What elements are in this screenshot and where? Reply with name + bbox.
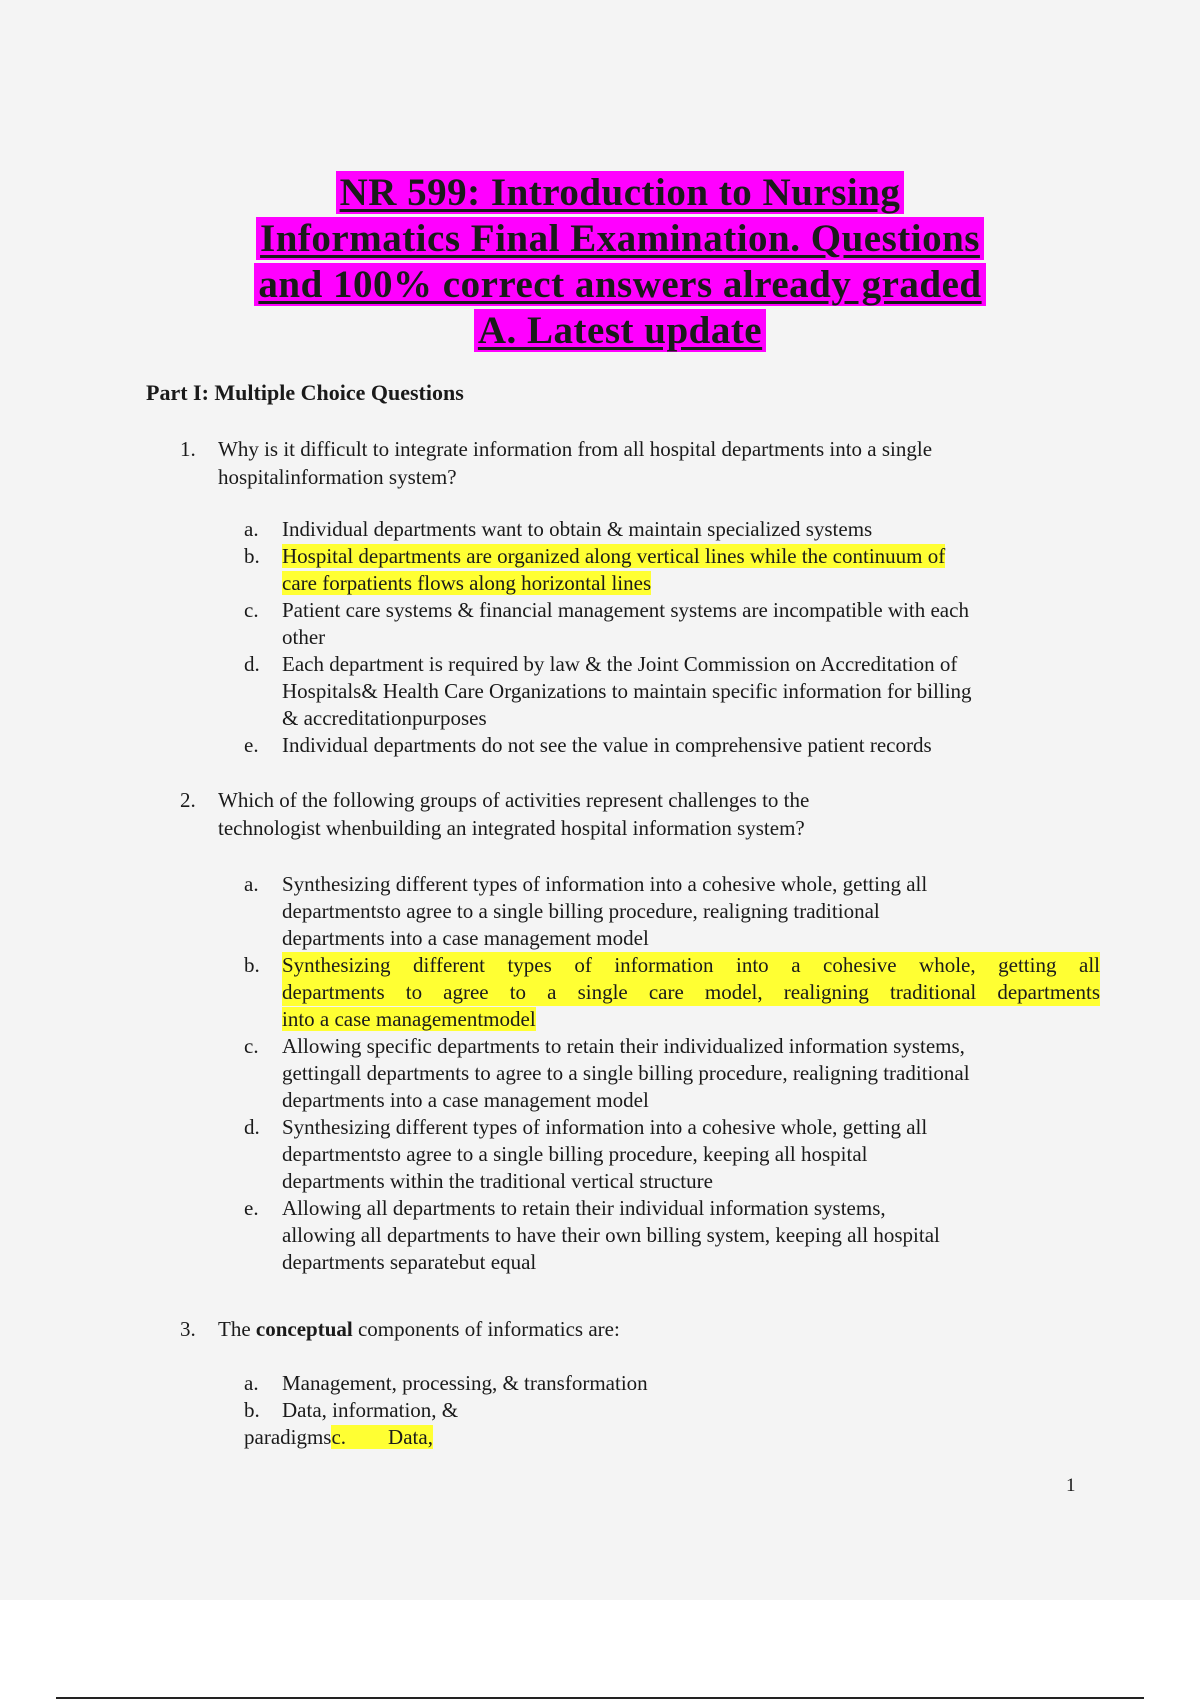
option-e	[244, 1195, 1100, 1276]
option-a	[244, 1370, 1100, 1397]
question-text: Why is it difficult to integrate information from all hospital departments into a single	[218, 437, 933, 461]
document-title	[150, 170, 1090, 354]
option-text: & accreditationpurposes	[282, 706, 487, 730]
option-text-highlight: departments to agree to a single care model, realigning traditional departments	[282, 980, 1100, 1004]
option-text: departments within the traditional vertical structure	[282, 1169, 713, 1193]
question-number: 3.	[180, 1317, 196, 1341]
option-text: allowing all departments to have their own billing system, keeping all hospital	[282, 1223, 940, 1247]
option-letter: c.	[244, 598, 259, 622]
footer-divider	[56, 1697, 1144, 1699]
option-letter: b.	[244, 953, 260, 977]
question-number: 2.	[180, 788, 196, 812]
option-text: Individual departments do not see the value in comprehensive patient records	[282, 733, 932, 757]
title-line-4: A. Latest update	[474, 309, 766, 352]
option-b	[244, 1397, 1100, 1424]
option-e	[244, 732, 1100, 759]
option-text: departmentsto agree to a single billing procedure, keeping all hospital	[282, 1142, 868, 1166]
option-text: Individual departments want to obtain & maintain specialized systems	[282, 517, 873, 541]
option-text: Data, information, &	[282, 1398, 459, 1422]
part-heading: Part I: Multiple Choice Questions	[146, 380, 464, 405]
question-3	[180, 1315, 1080, 1343]
option-text: departments separatebut equal	[282, 1250, 537, 1274]
question-number: 1.	[180, 437, 196, 461]
option-text: Allowing specific departments to retain their individualized information systems,	[282, 1034, 965, 1058]
option-text: departments into a case management model	[282, 1088, 649, 1112]
question-text: hospitalinformation system?	[218, 465, 457, 489]
question-keyword: conceptual	[255, 1317, 353, 1341]
option-a	[244, 871, 1100, 952]
question-3-options	[244, 1370, 1100, 1451]
question-2	[180, 786, 1080, 842]
question-2-options	[244, 871, 1100, 1276]
title-line-3: and 100% correct answers already graded	[254, 263, 985, 306]
option-text-highlight: into a case managementmodel	[282, 1007, 536, 1031]
option-text: Hospitals& Health Care Organizations to maintain specific information for billing	[282, 679, 972, 703]
option-letter: e.	[244, 1196, 259, 1220]
option-letter: b.	[244, 1398, 260, 1422]
option-text: other	[282, 625, 326, 649]
option-text: Patient care systems & financial management systems are incompatible with each	[282, 598, 969, 622]
option-text: gettingall departments to agree to a single billing procedure, realigning traditional	[282, 1061, 970, 1085]
title-line-2: Informatics Final Examination. Questions	[256, 217, 984, 260]
option-a	[244, 516, 1100, 543]
option-letter: b.	[244, 544, 260, 568]
option-text: Allowing all departments to retain their individual information systems,	[282, 1196, 886, 1220]
option-letter: c.	[244, 1034, 259, 1058]
option-letter: a.	[244, 517, 259, 541]
option-letter: a.	[244, 872, 259, 896]
option-text-highlight: care forpatients flows along horizontal lines	[282, 571, 652, 595]
option-d	[244, 651, 1100, 732]
option-letter: a.	[244, 1371, 259, 1395]
option-text-highlight: Synthesizing different types of information into a cohesive whole, getting all	[282, 953, 1100, 977]
option-c-line	[244, 1424, 1100, 1451]
option-text: departments into a case management model	[282, 926, 649, 950]
option-text: paradigms	[244, 1425, 332, 1449]
option-letter: e.	[244, 733, 259, 757]
option-text: Synthesizing different types of information into a cohesive whole, getting all	[282, 1115, 928, 1139]
option-text-highlight: Hospital departments are organized along vertical lines while the continuum of	[282, 544, 946, 568]
question-text: Which of the following groups of activities represent challenges to the	[218, 788, 810, 812]
option-d	[244, 1114, 1100, 1195]
option-text-highlight: c. Data,	[331, 1425, 433, 1449]
question-text: The	[218, 1317, 256, 1341]
option-b-correct	[244, 952, 1100, 1033]
question-text: components of informatics are:	[352, 1317, 620, 1341]
page-number: 1	[1066, 1475, 1076, 1496]
option-c	[244, 597, 1100, 651]
question-text: technologist whenbuilding an integrated hospital information system?	[218, 816, 805, 840]
title-line-1: NR 599: Introduction to Nursing	[336, 171, 905, 214]
option-text: departmentsto agree to a single billing procedure, realigning traditional	[282, 899, 880, 923]
option-b-correct	[244, 543, 1100, 597]
option-text: Synthesizing different types of information into a cohesive whole, getting all	[282, 872, 928, 896]
option-letter: d.	[244, 1115, 260, 1139]
option-text: Each department is required by law & the Joint Commission on Accreditation of	[282, 652, 958, 676]
question-1	[180, 435, 1080, 491]
question-1-options	[244, 516, 1100, 759]
option-text: Management, processing, & transformation	[282, 1371, 648, 1395]
option-c	[244, 1033, 1100, 1114]
option-letter: d.	[244, 652, 260, 676]
